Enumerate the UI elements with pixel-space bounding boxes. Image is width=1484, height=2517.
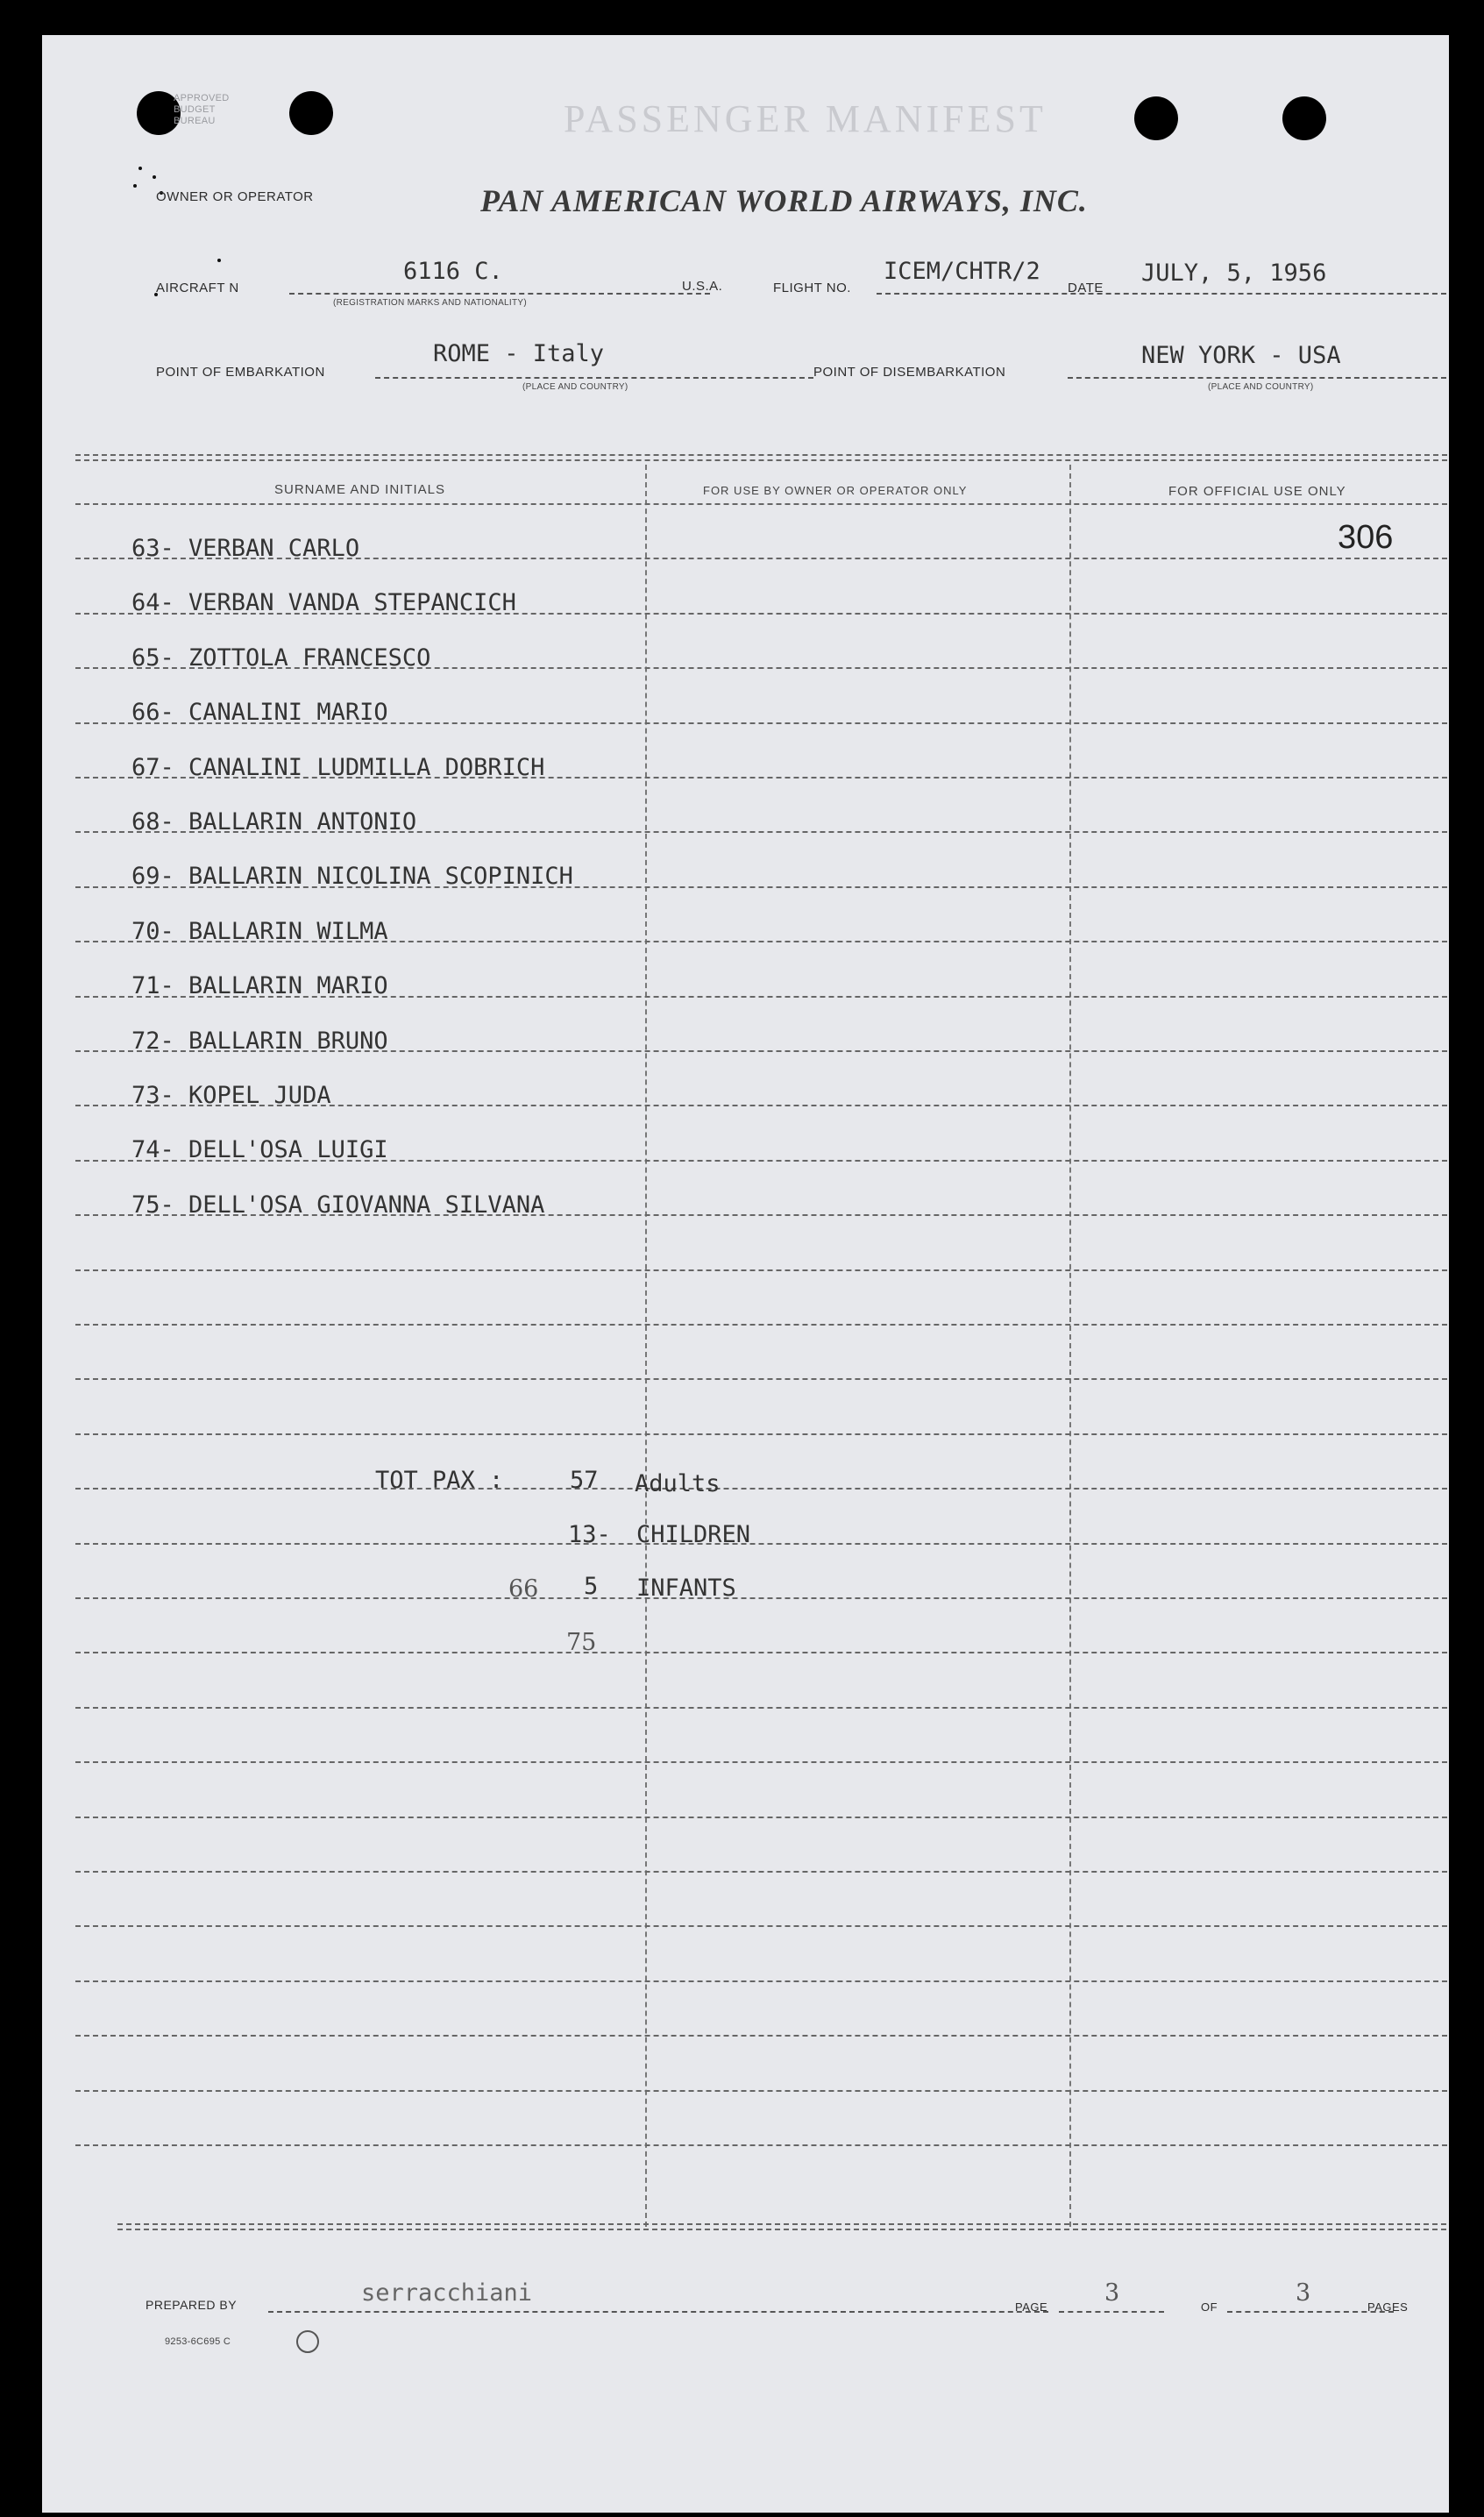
date-value: JULY, 5, 1956 xyxy=(1141,260,1327,287)
header-owner-use: FOR USE BY OWNER OR OPERATOR ONLY xyxy=(703,484,968,497)
passenger-entry: 71- BALLARIN MARIO xyxy=(131,972,388,999)
aircraft-value: 6116 C. xyxy=(403,258,503,285)
table-row-line xyxy=(75,1433,1447,1435)
table-row-line xyxy=(75,2035,1447,2037)
passenger-entry: 72- BALLARIN BRUNO xyxy=(131,1027,388,1055)
passenger-entry: 74- DELL'OSA LUIGI xyxy=(131,1136,388,1163)
totals-label: TOT PAX : xyxy=(375,1467,504,1494)
children-label: CHILDREN xyxy=(636,1521,751,1548)
table-row-line xyxy=(75,1652,1447,1653)
page-label: PAGE xyxy=(1015,2300,1048,2314)
prepared-by-signature: serracchiani xyxy=(361,2279,533,2307)
passenger-entry: 69- BALLARIN NICOLINA SCOPINICH xyxy=(131,863,573,890)
of-label: OF xyxy=(1201,2300,1218,2314)
table-row-line xyxy=(75,1817,1447,1818)
adults-count: 57 xyxy=(570,1467,599,1494)
punch-hole xyxy=(1134,96,1178,140)
total-pages: 3 xyxy=(1296,2279,1311,2307)
column-divider xyxy=(1069,465,1071,2227)
passenger-entry: 68- BALLARIN ANTONIO xyxy=(131,808,417,835)
disembarkation-underline xyxy=(1068,377,1446,379)
date-label: DATE xyxy=(1068,281,1104,295)
page-number: 3 xyxy=(1104,2279,1120,2307)
pages-label: PAGES xyxy=(1367,2300,1409,2314)
table-row-line xyxy=(75,1597,1447,1599)
table-row-line xyxy=(75,1925,1447,1927)
children-count: 13- xyxy=(568,1521,611,1548)
table-row-line xyxy=(75,1378,1447,1380)
table-row-line xyxy=(75,1707,1447,1709)
disembarkation-label: POINT OF DISEMBARKATION xyxy=(813,365,1006,380)
disembarkation-caption: (PLACE AND COUNTRY) xyxy=(1208,382,1314,392)
passenger-entry: 67- CANALINI LUDMILLA DOBRICH xyxy=(131,754,545,781)
table-row-line xyxy=(75,503,1447,505)
passenger-entry: 65- ZOTTOLA FRANCESCO xyxy=(131,644,431,672)
table-row-line xyxy=(75,2090,1447,2092)
aircraft-underline xyxy=(289,293,710,295)
manifest-page xyxy=(42,35,1449,2513)
header-official-use: FOR OFFICIAL USE ONLY xyxy=(1168,484,1346,499)
adults-label: Adults xyxy=(635,1470,721,1497)
passenger-entry: 70- BALLARIN WILMA xyxy=(131,918,388,945)
table-row-line xyxy=(75,1543,1447,1545)
infants-note: 66 xyxy=(508,1575,539,1603)
header-surname: SURNAME AND INITIALS xyxy=(274,482,446,497)
paper-speck xyxy=(133,184,137,188)
flight-value: ICEM/CHTR/2 xyxy=(884,258,1040,285)
manifest-title: PASSENGER MANIFEST xyxy=(564,97,1047,140)
airline-name: PAN AMERICAN WORLD AIRWAYS, INC. xyxy=(480,183,1088,218)
punch-hole xyxy=(1282,96,1326,140)
flight-underline xyxy=(877,293,1446,295)
passenger-entry: 75- DELL'OSA GIOVANNA SILVANA xyxy=(131,1191,545,1219)
registration-caption: (REGISTRATION MARKS AND NATIONALITY) xyxy=(333,298,528,308)
passenger-entry: 73- KOPEL JUDA xyxy=(131,1082,331,1109)
usa-label: U.S.A. xyxy=(682,279,723,294)
paper-speck xyxy=(138,167,142,170)
table-row-line xyxy=(75,1761,1447,1763)
paper-speck xyxy=(153,175,156,179)
table-top-rule xyxy=(75,454,1447,456)
form-logo-icon xyxy=(296,2330,319,2353)
infants-count: 5 xyxy=(584,1573,599,1600)
table-row-line xyxy=(75,1269,1447,1271)
table-row-line xyxy=(75,2144,1447,2146)
aircraft-label: AIRCRAFT N xyxy=(156,281,239,295)
table-row-line xyxy=(75,1980,1447,1982)
embarkation-label: POINT OF EMBARKATION xyxy=(156,365,325,380)
table-bottom-rule xyxy=(117,2223,1446,2225)
passenger-entry: 63- VERBAN CARLO xyxy=(131,535,360,562)
table-bottom-rule xyxy=(117,2229,1446,2230)
owner-label: OWNER OR OPERATOR xyxy=(156,189,314,204)
disembarkation-value: NEW YORK - USA xyxy=(1141,342,1341,369)
official-number: 306 xyxy=(1338,519,1394,556)
infants-label: INFANTS xyxy=(636,1575,736,1602)
passenger-entry: 66- CANALINI MARIO xyxy=(131,699,388,726)
grand-total: 75 xyxy=(566,1629,597,1656)
prepared-label: PREPARED BY xyxy=(146,2298,238,2312)
embarkation-caption: (PLACE AND COUNTRY) xyxy=(522,382,628,392)
column-divider xyxy=(645,465,647,2227)
paper-speck xyxy=(217,259,221,262)
table-row-line xyxy=(75,1871,1447,1873)
table-row-line xyxy=(75,1488,1447,1490)
table-row-line xyxy=(75,1324,1447,1326)
flight-label: FLIGHT NO. xyxy=(773,281,851,295)
punch-hole xyxy=(289,91,333,135)
embarkation-value: ROME - Italy xyxy=(433,340,605,367)
prepared-underline xyxy=(268,2311,1048,2313)
passenger-entry: 64- VERBAN VANDA STEPANCICH xyxy=(131,589,516,616)
table-top-rule xyxy=(75,459,1447,461)
budget-stamp: APPROVED BUDGET BUREAU xyxy=(174,93,230,126)
page-underline xyxy=(1059,2311,1164,2313)
embarkation-underline xyxy=(375,377,813,379)
form-number: 9253-6C695 C xyxy=(165,2336,231,2347)
